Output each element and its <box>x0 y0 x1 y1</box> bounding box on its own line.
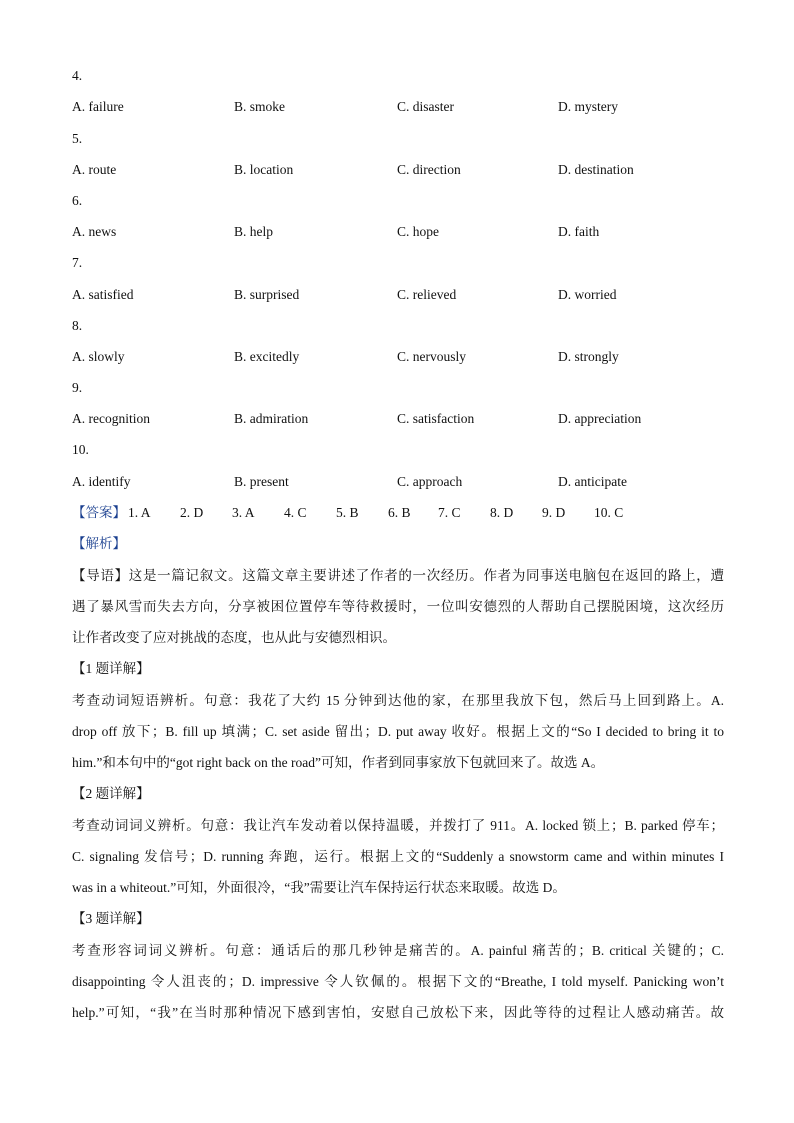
answer-item: 3. A <box>232 505 255 520</box>
option-d: D. faith <box>558 224 600 239</box>
answer-item: 2. D <box>180 505 204 520</box>
option-b: B. admiration <box>234 411 309 426</box>
detail-line: 考查形容词词义辨析。句意：通话后的那几秒钟是痛苦的。A. painful 痛苦的；B. critical 关键的；C. <box>72 943 724 958</box>
option-row <box>72 286 724 304</box>
option-c: C. disaster <box>397 99 454 114</box>
option-b: B. location <box>234 162 294 177</box>
question-number: 4. <box>72 68 83 83</box>
answer-item: 5. B <box>336 505 359 520</box>
option-a: A. failure <box>72 99 124 114</box>
detail-line: help.”可知，“我”在当时那种情况下感到害怕，安慰自己放松下来，因此等待的过程让人感动痛苦。故 <box>72 1005 724 1020</box>
option-b: B. excitedly <box>234 349 300 364</box>
option-c: C. direction <box>397 162 461 177</box>
option-b: B. present <box>234 474 289 489</box>
question-number: 5. <box>72 131 83 146</box>
option-c: C. nervously <box>397 349 466 364</box>
option-row <box>72 223 724 241</box>
question-number: 7. <box>72 255 83 270</box>
question-number: 10. <box>72 442 89 457</box>
option-d: D. destination <box>558 162 634 177</box>
option-c: C. relieved <box>397 287 457 302</box>
detail-title: 【1 题详解】 <box>72 661 150 676</box>
option-row <box>72 410 724 428</box>
detail-line: disappointing 令人沮丧的；D. impressive 令人钦佩的。根据下文的“Breathe, I told myself. Panicking won’t <box>72 974 724 989</box>
option-a: A. satisfied <box>72 287 134 302</box>
answer-item: 9. D <box>542 505 566 520</box>
option-d: D. worried <box>558 287 617 302</box>
question-number: 9. <box>72 380 83 395</box>
option-d: D. anticipate <box>558 474 627 489</box>
detail-title: 【3 题详解】 <box>72 911 150 926</box>
guide-line: 【导语】这是一篇记叙文。这篇文章主要讲述了作者的一次经历。作者为同事送电脑包在返回的路上，遭 <box>72 568 724 583</box>
option-row <box>72 473 724 491</box>
option-c: C. approach <box>397 474 463 489</box>
question-number: 8. <box>72 318 83 333</box>
answer-item: 4. C <box>284 505 307 520</box>
detail-line: was in a whiteout.”可知，外面很冷，“我”需要让汽车保持运行状态来取暖。故选 D。 <box>72 880 566 895</box>
answer-item: 10. C <box>594 505 624 520</box>
answer-item: 8. D <box>490 505 514 520</box>
option-row <box>72 348 724 366</box>
option-d: D. appreciation <box>558 411 642 426</box>
detail-title: 【2 题详解】 <box>72 786 150 801</box>
option-b: B. help <box>234 224 273 239</box>
answer-item: 7. C <box>438 505 461 520</box>
option-a: A. news <box>72 224 117 239</box>
option-a: A. route <box>72 162 117 177</box>
answer-item: 6. B <box>388 505 411 520</box>
question-number: 6. <box>72 193 83 208</box>
option-d: D. strongly <box>558 349 619 364</box>
answer-item: 1. A <box>128 505 151 520</box>
guide-line: 让作者改变了应对挑战的态度，也从此与安德烈相识。 <box>72 630 396 645</box>
answer-row <box>72 504 724 522</box>
option-a: A. identify <box>72 474 131 489</box>
option-a: A. slowly <box>72 349 125 364</box>
option-b: B. smoke <box>234 99 286 114</box>
guide-line: 遇了暴风雪而失去方向，分享被困位置停车等待救援时，一位叫安德烈的人帮助自己摆脱困境，这次经历 <box>72 599 724 614</box>
detail-line: 考查动词词义辨析。句意：我让汽车发动着以保持温暖，并拨打了 911。A. locked 锁上；B. parked 停车； <box>72 818 724 833</box>
detail-line: C. signaling 发信号；D. running 奔跑，运行。根据上文的“Suddenly a snowstorm came and within minutes I <box>72 849 724 864</box>
option-c: C. hope <box>397 224 439 239</box>
analysis-label: 【解析】 <box>72 536 126 551</box>
detail-line: him.”和本句中的“got right back on the road”可知，作者到同事家放下包就回来了。故选 A。 <box>72 755 605 770</box>
option-a: A. recognition <box>72 411 150 426</box>
option-row <box>72 98 724 116</box>
detail-line: 考查动词短语辨析。句意：我花了大约 15 分钟到达他的家，在那里我放下包，然后马上回到路上。A. <box>72 693 724 708</box>
option-row <box>72 161 724 179</box>
option-c: C. satisfaction <box>397 411 475 426</box>
answer-label: 【答案】 <box>72 505 126 520</box>
option-b: B. surprised <box>234 287 300 302</box>
option-d: D. mystery <box>558 99 618 114</box>
detail-line: drop off 放下；B. fill up 填满；C. set aside 留出；D. put away 收好。根据上文的“So I decided to bring it to <box>72 724 724 739</box>
